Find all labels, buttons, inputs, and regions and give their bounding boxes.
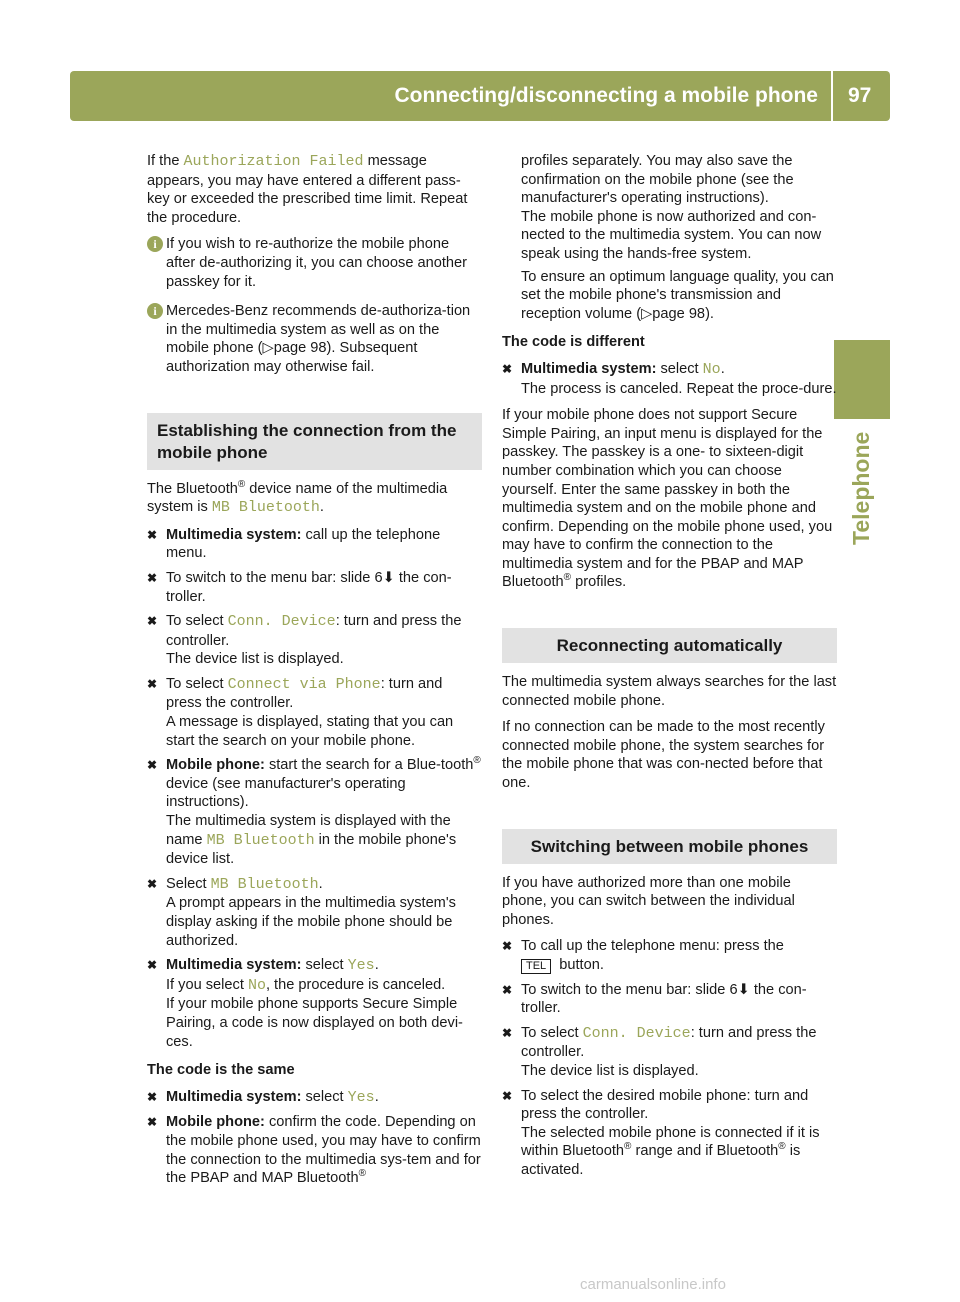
step-text: To select bbox=[521, 1024, 583, 1041]
step-item bbox=[147, 1113, 482, 1187]
registered-mark: ® bbox=[778, 1141, 786, 1153]
step-text: . bbox=[374, 957, 379, 974]
step-label: Mobile phone: bbox=[166, 757, 265, 774]
paragraph: If you have authorized more than one mobile phone, you can switch between the individual phones. bbox=[502, 874, 795, 928]
step-result: The selected mobile phone is connected if it is within Bluetooth bbox=[521, 1124, 820, 1160]
step-text: start the search for a Blue-tooth bbox=[264, 757, 474, 774]
step-arrow-icon: ✖ bbox=[147, 1115, 158, 1130]
step-text: To call up the telephone menu: press the bbox=[521, 938, 784, 955]
page-reference[interactable]: page 98 bbox=[273, 340, 327, 357]
display-text: No bbox=[247, 976, 266, 994]
info-text: If you wish to re-authorize the mobile phone after de-authorizing it, you can choose another passkey for it. bbox=[166, 236, 467, 290]
step-label: Mobile phone: bbox=[166, 1114, 265, 1131]
step-item bbox=[147, 612, 482, 669]
step-arrow-icon: ✖ bbox=[147, 676, 158, 691]
page-ref-arrow-icon: ▷ bbox=[641, 305, 653, 322]
display-text: Yes bbox=[347, 1088, 375, 1106]
section-heading: Establishing the connection from the mobile phone bbox=[147, 413, 482, 470]
step-arrow-icon: ✖ bbox=[147, 758, 158, 773]
step-label: Multimedia system: bbox=[166, 526, 302, 543]
step-item bbox=[147, 756, 482, 869]
step-result: A message is displayed, stating that you can start the search on your mobile phone. bbox=[166, 714, 454, 749]
passkey-paragraph bbox=[502, 406, 837, 592]
page-number: 97 bbox=[848, 84, 872, 107]
step-text: confirm the code. Depending on the mobile phone used, you may have to confirm the connection to the multimedia sys-tem and for the PBAP and MAP Bluetooth bbox=[166, 1114, 481, 1187]
step-result: The process is canceled. Repeat the proce-dure. bbox=[521, 380, 837, 397]
text: message appears, you may have entered a different pass-key or exceeded the prescribed time limit. Repeat the procedure. bbox=[147, 153, 468, 226]
display-text: Connect via Phone bbox=[227, 675, 381, 693]
text: device name of the multimedia system is bbox=[147, 480, 448, 516]
intro-paragraph bbox=[147, 480, 482, 518]
step-item bbox=[147, 875, 482, 950]
step-item bbox=[502, 937, 837, 974]
step-result: The device list is displayed. bbox=[166, 651, 344, 668]
page-ref-arrow-icon: ▷ bbox=[262, 340, 274, 357]
text: If the bbox=[147, 153, 184, 169]
step-text: select bbox=[656, 360, 703, 377]
step-text: To switch to the menu bar: slide bbox=[521, 981, 730, 998]
step-text: To select bbox=[166, 675, 228, 692]
section-heading: Reconnecting automatically bbox=[502, 628, 837, 663]
step-arrow-icon: ✖ bbox=[502, 982, 513, 997]
step-arrow-icon: ✖ bbox=[147, 1089, 158, 1104]
step-result: profiles separately. You may also save the confirmation on the mobile phone (see the manufacturer's operating instructions). bbox=[521, 153, 794, 207]
registered-mark: ® bbox=[563, 572, 572, 584]
step-text: call up the telephone menu. bbox=[166, 526, 441, 562]
controller-slide-icon: 6⬇ bbox=[374, 569, 395, 586]
step-text: To select bbox=[166, 613, 228, 630]
subheading bbox=[147, 1061, 482, 1080]
step-continuation bbox=[502, 152, 837, 264]
step-item bbox=[147, 1088, 482, 1108]
display-text: MB Bluetooth bbox=[210, 875, 319, 893]
registered-mark: ® bbox=[237, 478, 246, 490]
text: The Bluetooth bbox=[147, 480, 238, 497]
paragraph: The multimedia system always searches for the last connected mobile phone. bbox=[502, 674, 837, 709]
step-item bbox=[147, 526, 482, 563]
display-text: MB Bluetooth bbox=[211, 499, 320, 517]
step-result: is activated. bbox=[521, 1143, 801, 1178]
text: If your mobile phone does not support Secure Simple Pairing, an input menu is displayed for the passkey. The passkey is a one- to sixteen-digit number combination which you can choose yourself. Enter the same passkey in both the multimedia system and on the mobile phone and confirm. Depending on the mobile phone used, you may have to confirm the connection to the multimedia system and for the PBAP and MAP Bluetooth bbox=[502, 407, 833, 591]
step-item bbox=[502, 1087, 837, 1180]
step-text: To switch to the menu bar: slide bbox=[166, 569, 375, 586]
step-text: select bbox=[301, 957, 348, 974]
step-text: . bbox=[720, 360, 725, 377]
registered-mark: ® bbox=[358, 1168, 366, 1180]
auth-failed-paragraph bbox=[147, 152, 482, 227]
step-text: : turn and press the controller. bbox=[166, 675, 443, 712]
step-result: A prompt appears in the multimedia system's display asking if the mobile phone should be authorized. bbox=[166, 895, 456, 949]
step-arrow-icon: ✖ bbox=[502, 939, 513, 954]
step-item bbox=[147, 569, 482, 606]
side-tab-marker bbox=[834, 340, 890, 419]
subheading-text: The code is the same bbox=[147, 1062, 295, 1079]
step-result: ). bbox=[705, 305, 714, 322]
paragraph: If no connection can be made to the most recently connected mobile phone, the system searches for the mobile phone that was con-nected before that one. bbox=[502, 719, 825, 792]
step-text: . bbox=[374, 1088, 379, 1105]
step-arrow-icon: ✖ bbox=[502, 361, 513, 376]
subheading-text: The code is different bbox=[502, 334, 645, 351]
display-text: Conn. Device bbox=[582, 1024, 691, 1042]
step-result: If you select bbox=[166, 976, 248, 993]
text: profiles. bbox=[571, 574, 627, 591]
step-text: the con-troller. bbox=[166, 569, 452, 605]
step-item bbox=[147, 956, 482, 1051]
header-divider bbox=[831, 71, 833, 121]
step-text: device (see manufacturer's operating instructions). bbox=[166, 775, 406, 811]
side-tab-text: Telephone bbox=[848, 431, 874, 545]
step-result: The mobile phone is now authorized and con-nected to the multimedia system. You can now speak using the hands-free system. bbox=[521, 208, 822, 262]
step-result: To ensure an optimum language quality, you can set the mobile phone's transmission and reception volume ( bbox=[521, 268, 834, 322]
right-column bbox=[502, 152, 837, 1186]
display-text-auth-failed: Authorization Failed bbox=[183, 153, 364, 170]
tel-key-icon: TEL bbox=[521, 959, 551, 974]
step-text: select bbox=[301, 1088, 348, 1105]
display-text: MB Bluetooth bbox=[206, 831, 315, 849]
section-heading: Switching between mobile phones bbox=[502, 829, 837, 864]
step-item bbox=[502, 1024, 837, 1081]
step-label: Multimedia system: bbox=[166, 1088, 302, 1105]
info-icon: i bbox=[147, 236, 163, 252]
display-text: Yes bbox=[347, 957, 375, 975]
step-result: in the mobile phone's device list. bbox=[166, 831, 457, 868]
display-text: Conn. Device bbox=[227, 613, 336, 631]
page-header bbox=[70, 71, 890, 121]
step-arrow-icon: ✖ bbox=[147, 614, 158, 629]
step-label: Multimedia system: bbox=[521, 360, 657, 377]
step-result: The device list is displayed. bbox=[521, 1062, 699, 1079]
display-text: No bbox=[702, 360, 721, 378]
registered-mark: ® bbox=[624, 1141, 632, 1153]
step-text: button. bbox=[555, 957, 604, 973]
text: . bbox=[319, 499, 324, 516]
step-arrow-icon: ✖ bbox=[147, 958, 158, 973]
step-result: The multimedia system is displayed with the name bbox=[166, 813, 451, 848]
left-column bbox=[147, 152, 482, 1194]
step-arrow-icon: ✖ bbox=[502, 1088, 513, 1103]
step-text: Select bbox=[166, 875, 211, 892]
step-arrow-icon: ✖ bbox=[147, 876, 158, 891]
step-text: the con-troller. bbox=[521, 981, 807, 1017]
step-item bbox=[502, 981, 837, 1018]
step-text: To select the desired mobile phone: turn and press the controller. bbox=[521, 1087, 809, 1123]
step-result: If your mobile phone supports Secure Simple Pairing, a code is now displayed on both devi-ces. bbox=[166, 996, 463, 1050]
registered-mark: ® bbox=[473, 755, 481, 767]
info-note bbox=[147, 235, 482, 291]
page-reference[interactable]: page 98 bbox=[652, 305, 706, 322]
controller-slide-icon: 6⬇ bbox=[729, 981, 750, 998]
step-result: range and if Bluetooth bbox=[631, 1143, 779, 1160]
header-title: Connecting/disconnecting a mobile phone bbox=[394, 84, 818, 107]
step-arrow-icon: ✖ bbox=[147, 527, 158, 542]
info-note bbox=[147, 302, 482, 376]
step-text: : turn and press the controller. bbox=[166, 613, 462, 649]
subheading bbox=[502, 333, 837, 352]
info-text: ). Subsequent authorization may otherwise fail. bbox=[166, 340, 418, 375]
step-text: . bbox=[318, 875, 323, 892]
info-icon: i bbox=[147, 303, 163, 319]
watermark: carmanualsonline.info bbox=[580, 1276, 726, 1293]
step-item bbox=[147, 675, 482, 750]
step-arrow-icon: ✖ bbox=[147, 570, 158, 585]
step-arrow-icon: ✖ bbox=[502, 1025, 513, 1040]
step-result: , the procedure is canceled. bbox=[265, 976, 446, 993]
step-text: : turn and press the controller. bbox=[521, 1024, 817, 1061]
step-continuation bbox=[502, 268, 837, 324]
info-text: Mercedes-Benz recommends de-authoriza-tion in the multimedia system as well as on the mobile phone ( bbox=[166, 303, 471, 357]
step-item bbox=[502, 360, 837, 398]
step-label: Multimedia system: bbox=[166, 957, 302, 974]
